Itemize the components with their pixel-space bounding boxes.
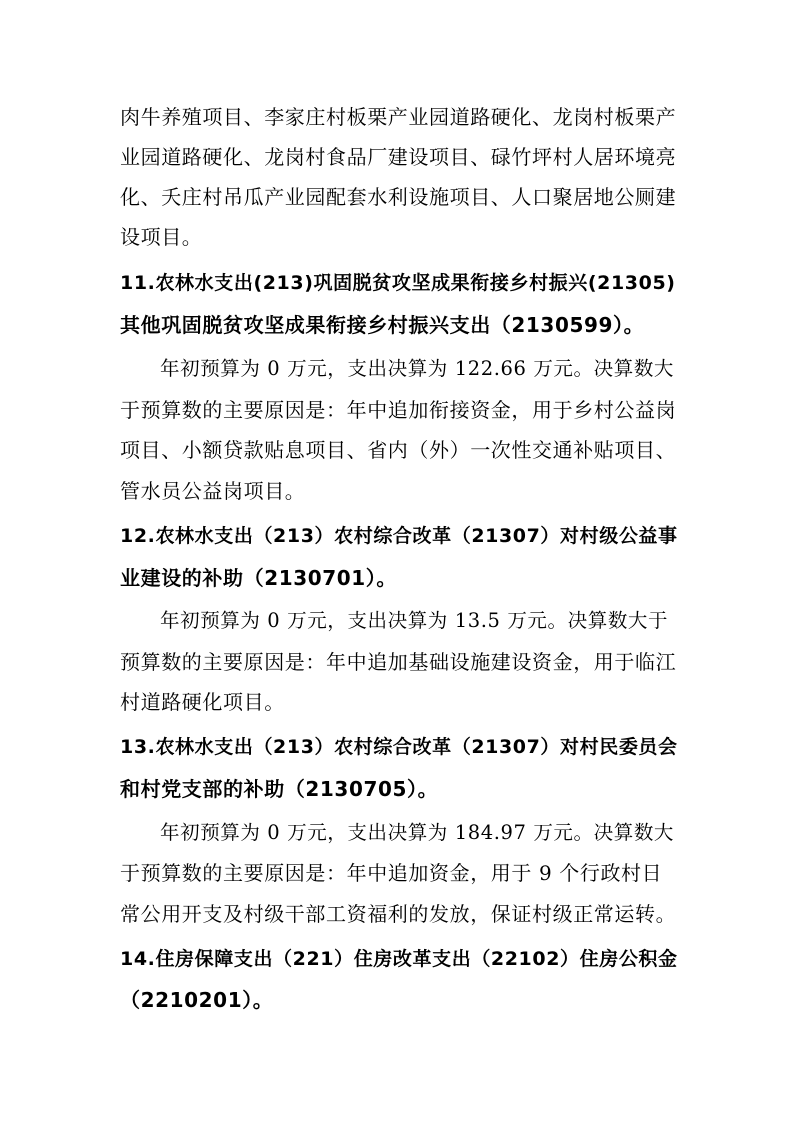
section-heading: 11.农林水支出(213)巩固脱贫攻坚成果衔接乡村振兴(21305) — [120, 272, 676, 294]
paragraph-line: 预算数的主要原因是：年中追加基础设施建设资金，用于临江 — [120, 650, 677, 674]
paragraph-line: 常公用开支及村级干部工资福利的发放，保证村级正常运转。 — [120, 902, 677, 926]
section-heading: 14.住房保障支出（221）住房改革支出（22102）住房公积金 — [120, 948, 678, 970]
section-heading: （2210201）。 — [120, 988, 274, 1012]
paragraph-line: 于预算数的主要原因是：年中追加衔接资金，用于乡村公益岗 — [120, 398, 677, 422]
paragraph-line: 设项目。 — [120, 225, 203, 249]
paragraph-line: 业园道路硬化、龙岗村食品厂建设项目、碌竹坪村人居环境亮 — [120, 145, 677, 169]
paragraph-line: 化、夭庄村吊瓜产业园配套水利设施项目、人口聚居地公厕建 — [120, 185, 677, 209]
paragraph-line: 项目、小额贷款贴息项目、省内（外）一次性交通补贴项目、 — [120, 438, 677, 462]
section-heading: 13.农林水支出（213）农村综合改革（21307）对村民委员会 — [120, 736, 678, 758]
paragraph-line: 年初预算为 0 万元，支出决算为 122.66 万元。决算数大 — [160, 357, 675, 380]
paragraph-line: 村道路硬化项目。 — [120, 690, 285, 714]
paragraph-line: 年初预算为 0 万元，支出决算为 184.97 万元。决算数大 — [160, 821, 675, 844]
paragraph-line: 于预算数的主要原因是：年中追加资金，用于 9 个行政村日 — [120, 861, 663, 885]
paragraph-line: 肉牛养殖项目、李家庄村板栗产业园道路硬化、龙岗村板栗产 — [120, 105, 677, 129]
section-heading: 其他巩固脱贫攻坚成果衔接乡村振兴支出（2130599）。 — [120, 313, 645, 337]
section-heading: 和村党支部的补助（2130705）。 — [120, 777, 439, 801]
paragraph-line: 年初预算为 0 万元，支出决算为 13.5 万元。决算数大于 — [160, 609, 669, 632]
paragraph-line: 管水员公益岗项目。 — [120, 479, 306, 503]
section-heading: 12.农林水支出（213）农村综合改革（21307）对村级公益事 — [120, 525, 678, 547]
section-heading: 业建设的补助（2130701）。 — [120, 566, 398, 590]
